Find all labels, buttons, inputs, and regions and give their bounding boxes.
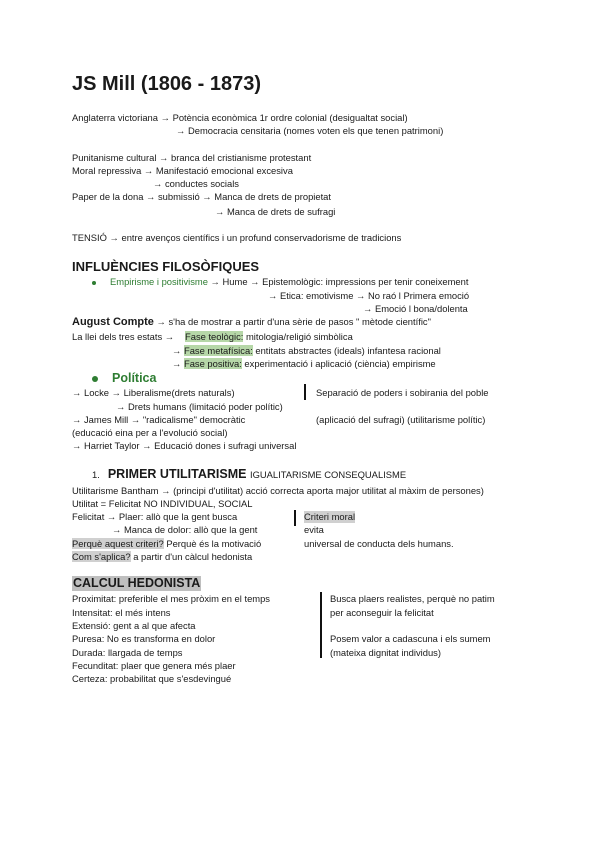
divider-bar [304,384,306,400]
hedonista-item-fecunditat: Fecunditat: plaer que genera més plaer [72,660,236,671]
hedonista-note-3: Posem valor a cadascuna i els sumem [330,633,491,644]
perque-line [72,538,261,550]
influences-heading: INFLUÈNCIES FILOSÒFIQUES [72,259,260,274]
section-number: 1. [92,469,100,480]
comte-line [72,316,431,328]
hedonista-heading: CALCUL HEDONISTA [73,576,201,590]
hedonista-note-4: (mateixa dignitat individus) [330,647,441,658]
hedonista-note-2: per aconseguir la felicitat [330,607,434,618]
fase3-rest: experimentació i aplicació (ciència) empirisme [241,358,436,369]
hedonista-item-proximitat: Proximitat: preferible el mes pròxim en el temps [72,593,270,604]
hedonista-note-1: Busca plaers realistes, perquè no patim [330,593,495,604]
fase3-line: → Fase positiva: experimentació i aplicació (ciència) empirisme [172,358,436,369]
criteri-label: Criteri moral [304,511,356,522]
fase3-label: Fase positiva: [183,358,242,369]
fase1-label: Fase teològic: [185,331,244,342]
empirisme-line [92,276,468,288]
hedonista-item-durada: Durada: llargada de temps [72,647,183,658]
hedonista-item-extensio: Extensió: gent a al que afecta [72,620,196,631]
bullet-icon [92,376,98,382]
fase2-rest: entitats abstractes (ideals) infantesa racional [252,345,441,356]
page-title: JS Mill (1806 - 1873) [72,73,261,95]
emocio-line: → Emoció l bona/dolenta [363,303,468,314]
divider-bar [320,592,322,658]
universal-line: universal de conducta dels humans. [304,538,454,549]
hedonista-item-puresa: Puresa: No es transforma en dolor [72,633,216,644]
hedonista-item-certeza: Certeza: probabilitat que s'esdevingué [72,673,232,684]
aplicacio-line: (aplicació del sufragi) (utilitarisme polític) [316,414,486,425]
context-line-1: Anglaterra victoriana → Potència econòmica 1r ordre colonial (desigualtat social) [72,112,408,123]
evita-line: evita [304,524,324,535]
perque-label: Perquè aquest criteri? [72,538,164,549]
fase2-label: Fase metafísica: [183,345,253,356]
locke-line: → Locke → Liberalisme(drets naturals) [72,387,235,398]
jmill-line: → James Mill → "radicalisme" democràtic [72,414,246,425]
aplica-rest: a partir d'un càlcul hedonista [130,551,253,562]
drets-line: → Drets humans (limitació poder polític) [116,401,283,412]
empirisme-rest: → Hume → Epistemològic: impressions per tenir coneixement [207,276,469,287]
separacio-line: Separació de poders i sobirania del poble [316,387,489,398]
fase1-line [185,331,353,343]
perque-rest: Perquè és la motivació [163,538,262,549]
aplica-line [72,551,252,563]
context-line-6: Paper de la dona → submissió → Manca de drets de propietat [72,191,331,202]
context-line-3: Punitanisme cultural → branca del cristianisme protestant [72,152,312,163]
bantham-line: Utilitarisme Bantham → (principi d'utilitat) acció correcta aporta major utilitat al màxim de persones) [72,485,484,496]
context-line-7: → Manca de drets de sufragi [215,206,336,217]
taylor-line: → Harriet Taylor → Educació dones i sufragi universal [72,440,297,451]
utilitarisme-subtitle: IGUALITARISME CONSEQUALISME [249,469,407,480]
aplica-label: Com s'aplica? [72,551,131,562]
dolor-line: → Manca de dolor: allò que la gent [112,524,258,535]
empirisme-label: Empirisme i positivisme [110,276,208,287]
plaer-line: Felicitat → Plaer: allò que la gent busca [72,511,238,522]
hedonista-item-intensitat: Intensitat: el més intens [72,607,171,618]
politica-heading [92,371,156,386]
utilitarisme-heading [92,467,406,482]
bullet-icon [92,281,96,285]
llei-label: La llei dels tres estats → [72,331,175,342]
comte-rest: → s'ha de mostrar a partir d'una sèrie de pasos " mètode científic" [153,316,431,327]
felicitat-line: Utilitat = Felicitat NO INDIVIDUAL, SOCIAL [72,498,253,509]
fase2-line: → Fase metafísica: entitats abstractes (ideals) infantesa racional [172,345,441,356]
divider-bar [294,510,296,526]
context-line-2: → Democracia censitaria (nomes voten els que tenen patrimoni) [176,125,444,136]
educacio-line: (educació eina per a l'evolució social) [72,427,228,438]
politica-label: Política [112,371,157,385]
context-line-4: Moral repressiva → Manifestació emocional excesiva [72,165,293,176]
tension-line: TENSIÓ → entre avenços científics i un profund conservadorisme de tradicions [72,232,402,243]
etica-line: → Etica: emotivisme → No raó l Primera emoció [268,290,470,301]
context-line-5: → conductes socials [153,178,239,189]
comte-name: August Compte [72,316,154,328]
fase1-rest: mitologia/religió simbòlica [243,331,353,342]
utilitarisme-title: PRIMER UTILITARISME [107,467,247,481]
